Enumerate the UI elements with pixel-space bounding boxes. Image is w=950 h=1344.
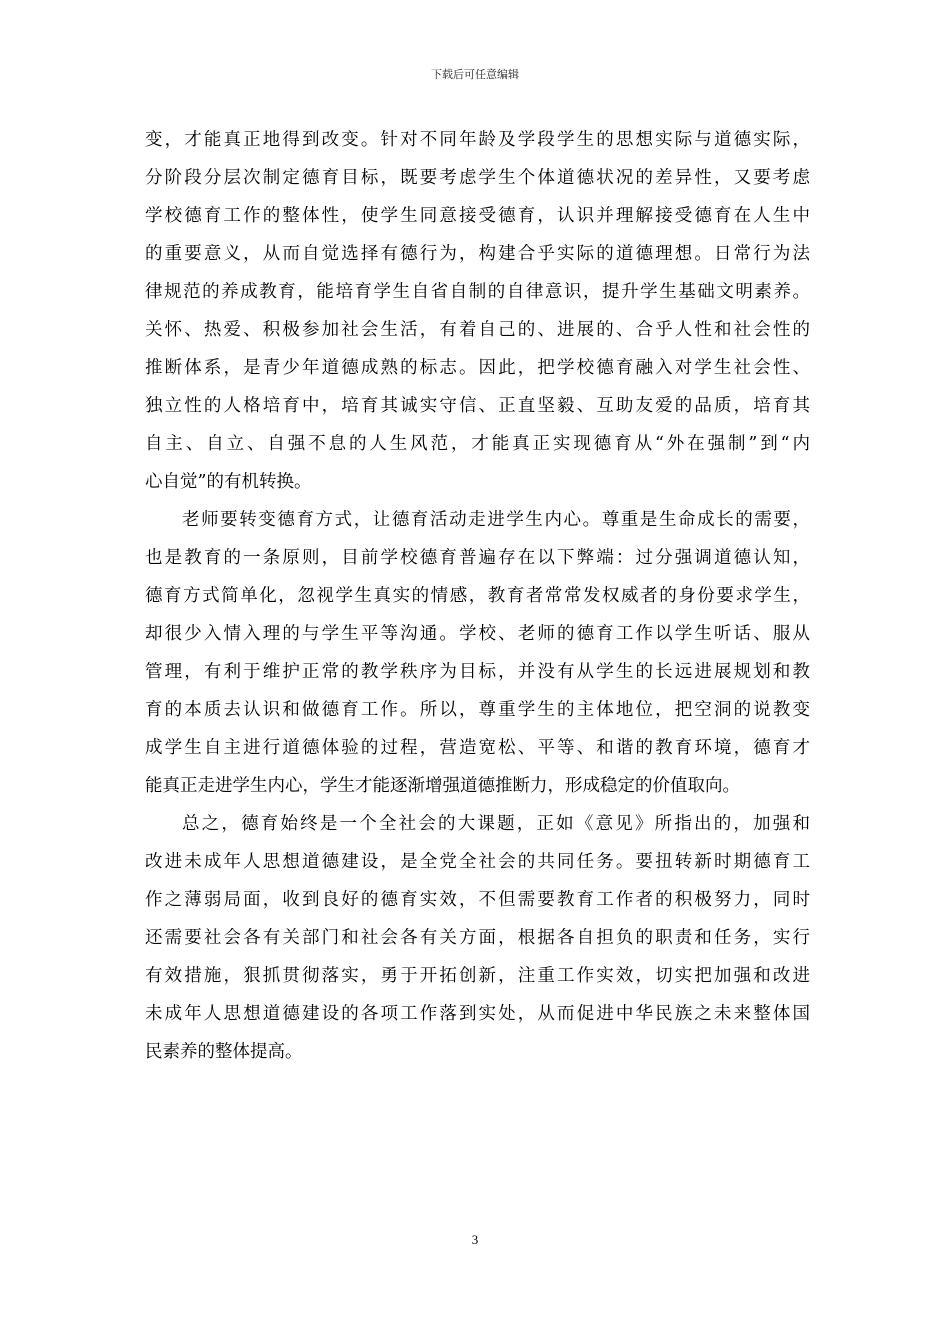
text-line: 还需要社会各有关部门和社会各有关方面，根据各自担负的职责和任务，实行 — [145, 928, 810, 948]
page-number: 3 — [471, 1232, 479, 1247]
paragraph-3 — [145, 805, 810, 1071]
text-line: 德育方式简单化，忽视学生真实的情感，教育者常常发权威者的身份要求学生， — [145, 586, 810, 606]
text-line: 改进未成年人思想道德建设，是全党全社会的共同任务。要扭转新时期德育工 — [145, 852, 810, 872]
text-line: 推断体系，是青少年道德成熟的标志。因此，把学校德育融入对学生社会性、 — [145, 358, 810, 378]
text-line: 未成年人思想道德建设的各项工作落到实处，从而促进中华民族之未来整体国 — [145, 1004, 810, 1024]
text-line: 的重要意义，从而自觉选择有德行为，构建合乎实际的道德理想。日常行为法 — [145, 244, 810, 264]
paragraph-2 — [145, 501, 810, 805]
text-line: 成学生自主进行道德体验的过程，营造宽松、平等、和谐的教育环境，德育才 — [145, 738, 810, 758]
text-line: 管理，有利于维护正常的教学秩序为目标，并没有从学生的长远进展规划和教 — [145, 662, 810, 682]
text-line: 总之，德育始终是一个全社会的大课题，正如《意见》所指出的，加强和 — [182, 814, 810, 834]
text-line: 育的本质去认识和做德育工作。所以，尊重学生的主体地位，把空洞的说教变 — [145, 700, 810, 720]
text-line: 也是教育的一条原则，目前学校德育普遍存在以下弊端：过分强调道德认知， — [145, 548, 810, 568]
text-line: 却很少入情入理的与学生平等沟通。学校、老师的德育工作以学生听话、服从 — [145, 624, 810, 644]
text-line: 变，才能真正地得到改变。针对不同年龄及学段学生的思想实际与道德实际， — [145, 130, 810, 150]
text-line: 分阶段分层次制定德育目标，既要考虑学生个体道德状况的差异性，又要考虑 — [145, 168, 810, 188]
text-line: 独立性的人格培育中，培育其诚实守信、正直坚毅、互助友爱的品质，培育其 — [145, 396, 810, 416]
text-line: 学校德育工作的整体性，使学生同意接受德育，认识并理解接受德育在人生中 — [145, 206, 810, 226]
text-line: 关怀、热爱、积极参加社会生活，有着自己的、进展的、合乎人性和社会性的 — [145, 320, 810, 340]
text-line: 作之薄弱局面，收到良好的德育实效，不但需要教育工作者的积极努力，同时 — [145, 890, 810, 910]
text-line: 心自觉”的有机转换。 — [145, 472, 312, 492]
page-header: 下载后可任意编辑 — [431, 68, 519, 81]
text-line: 有效措施，狠抓贯彻落实，勇于开拓创新，注重工作实效，切实把加强和改进 — [145, 966, 810, 986]
text-line: 老师要转变德育方式，让德育活动走进学生内心。尊重是生命成长的需要， — [182, 510, 810, 530]
paragraph-1 — [145, 121, 810, 501]
text-line: 律规范的养成教育，能培育学生自省自制的自律意识，提升学生基础文明素养。 — [145, 282, 810, 302]
text-line: 自主、自立、自强不息的人生风范，才能真正实现德育从“外在强制”到“内 — [145, 434, 810, 454]
text-line: 民素养的整体提高。 — [145, 1042, 303, 1062]
text-line: 能真正走进学生内心，学生才能逐渐增强道德推断力，形成稳定的价值取向。 — [145, 776, 740, 796]
document-body — [145, 121, 810, 1071]
